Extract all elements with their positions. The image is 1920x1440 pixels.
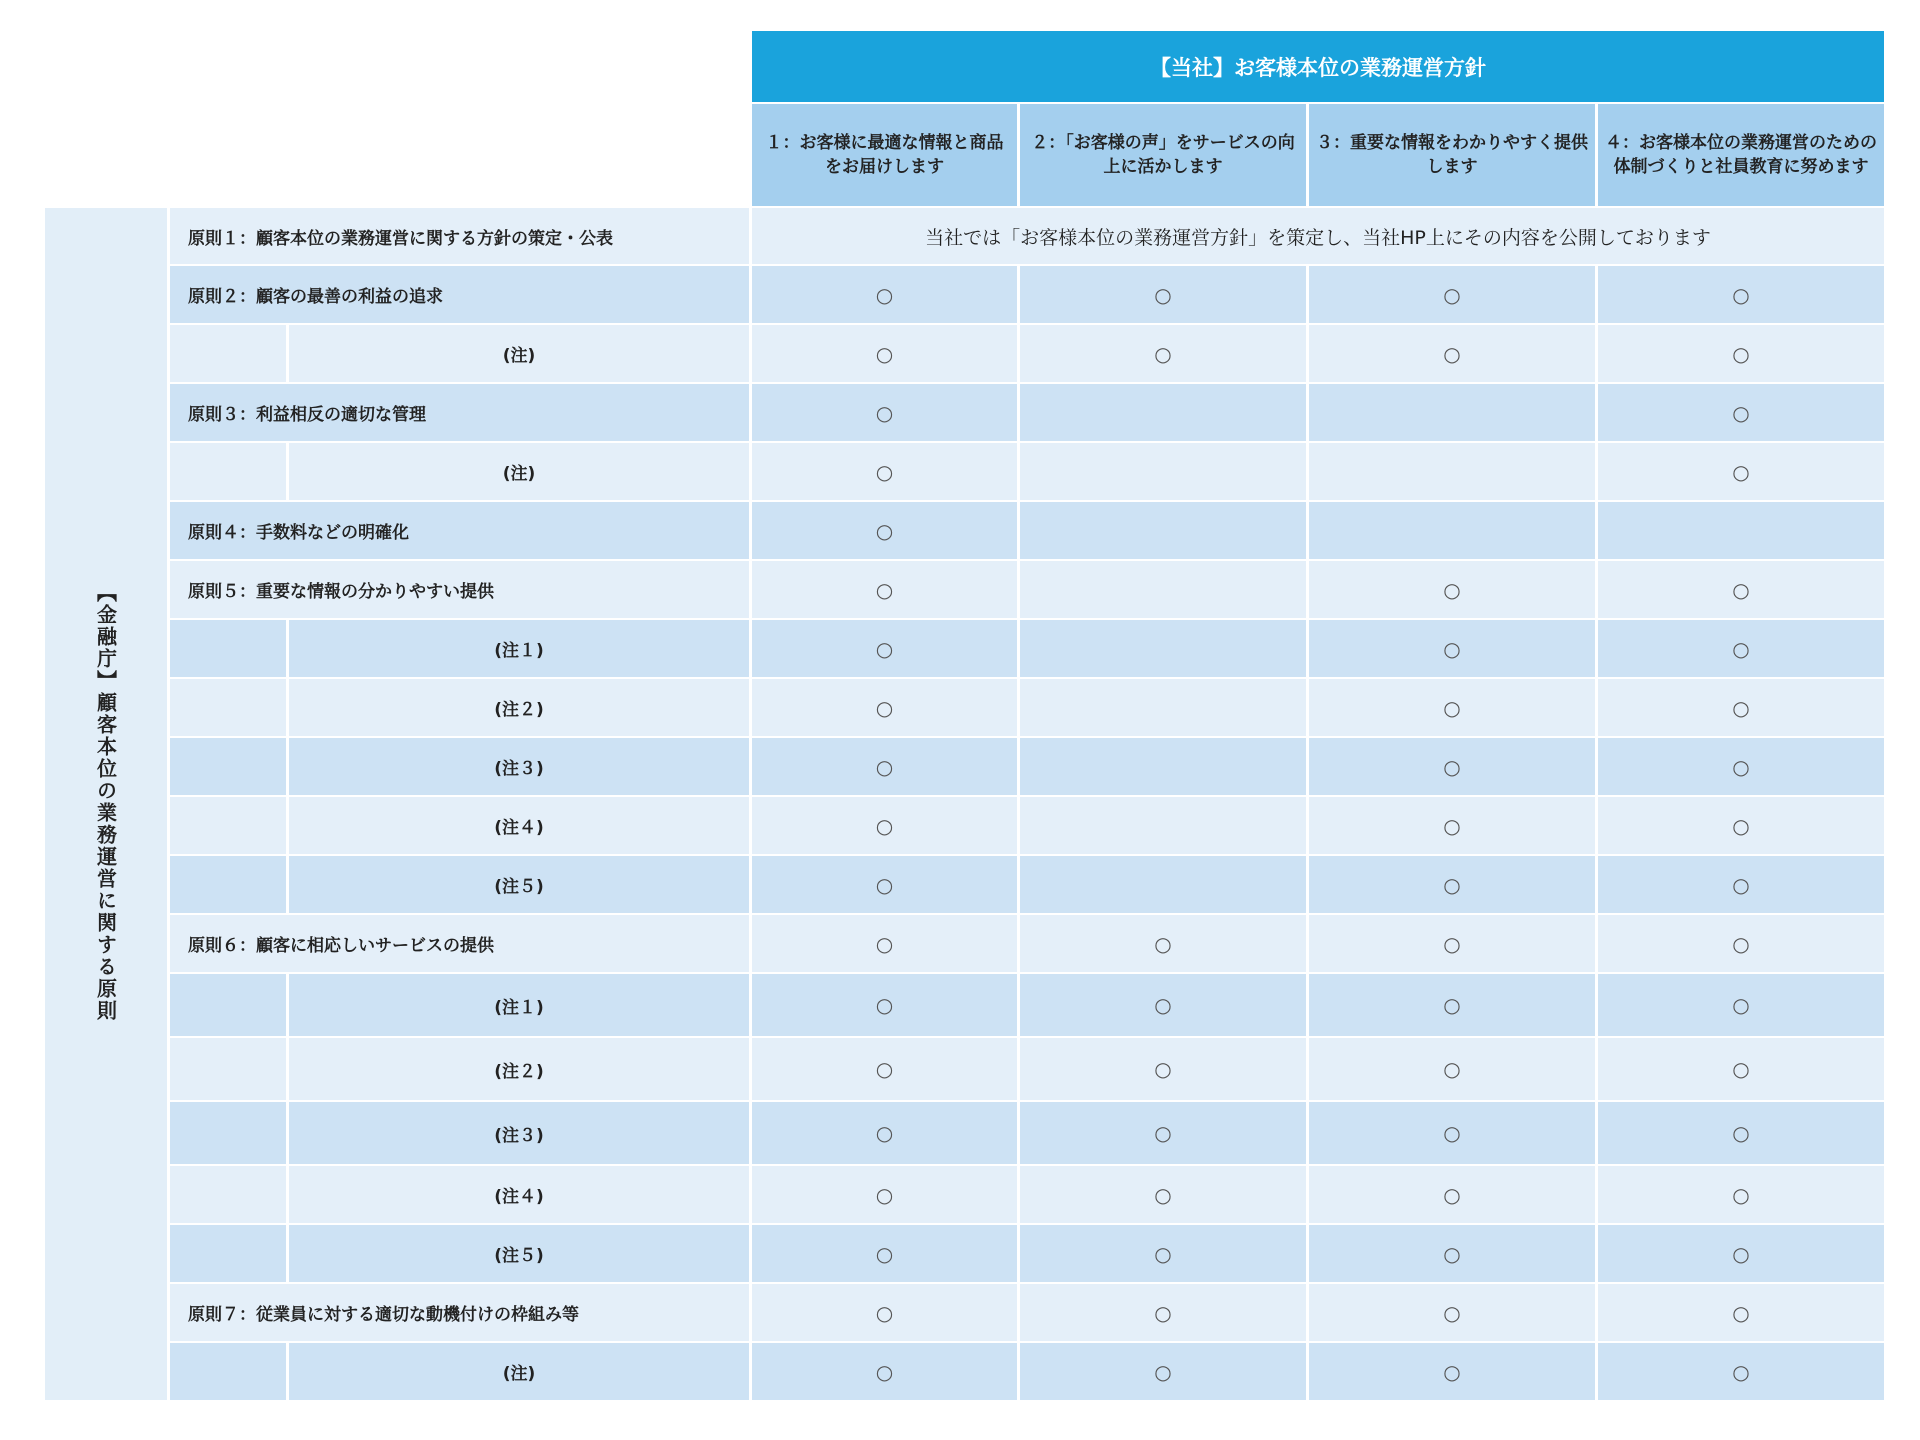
circle-mark: ○: [1154, 282, 1172, 307]
mark-cell-policy-1: [752, 915, 1017, 972]
mark-cell-policy-2: [1020, 1284, 1306, 1341]
mark-cell-policy-1: [752, 974, 1017, 1036]
mark-cell-policy-4: [1598, 974, 1884, 1036]
mark-cell-policy-2: [1020, 502, 1306, 559]
indent-cell: [170, 325, 286, 382]
table-row: [45, 738, 1884, 795]
circle-mark: ○: [1443, 1241, 1461, 1266]
mark-cell-policy-4: [1598, 1166, 1884, 1223]
circle-mark: ○: [1443, 931, 1461, 956]
circle-mark: ○: [1154, 1241, 1172, 1266]
circle-mark: ○: [875, 1057, 894, 1081]
mark-cell-policy-4: [1598, 1038, 1884, 1100]
circle-mark: ○: [1732, 1300, 1750, 1325]
note-label: (注４): [289, 1166, 749, 1223]
mark-cell-policy-3: [1309, 797, 1595, 854]
mark-cell-policy-3: [1309, 1102, 1595, 1164]
mark-cell-policy-3: [1309, 443, 1595, 500]
policy-header-1: １：お客様に最適な情報と商品をお届けします: [752, 104, 1017, 206]
table-row: [45, 1284, 1884, 1341]
principle-label: 原則５：重要な情報の分かりやすい提供: [170, 561, 749, 618]
circle-mark: ○: [875, 1241, 894, 1266]
circle-mark: ○: [1154, 1182, 1172, 1207]
circle-mark: ○: [1443, 754, 1461, 779]
mark-cell-policy-4: [1598, 915, 1884, 972]
mark-cell-policy-1: [752, 620, 1017, 677]
note-label: (注２): [289, 1038, 749, 1100]
mark-cell-policy-1: [752, 266, 1017, 323]
mark-cell-policy-2: [1020, 1343, 1306, 1400]
corner-blank: [45, 31, 749, 102]
circle-mark: ○: [1732, 754, 1750, 779]
mark-cell-policy-4: [1598, 620, 1884, 677]
indent-cell: [170, 856, 286, 913]
note-label: (注２): [289, 679, 749, 736]
mark-cell-policy-4: [1598, 502, 1884, 559]
mark-cell-policy-3: [1309, 325, 1595, 382]
mark-cell-policy-1: [752, 1225, 1017, 1282]
mark-cell-policy-4: [1598, 384, 1884, 441]
mark-cell-policy-2: [1020, 1038, 1306, 1100]
principle-label: 原則４：手数料などの明確化: [170, 502, 749, 559]
mark-cell-policy-1: [752, 561, 1017, 618]
mark-cell-policy-1: [752, 1102, 1017, 1164]
circle-mark: ○: [1443, 813, 1461, 838]
circle-mark: ○: [1732, 459, 1750, 484]
circle-mark: ○: [875, 459, 894, 484]
note-label: (注１): [289, 620, 749, 677]
mark-cell-policy-2: [1020, 1166, 1306, 1223]
circle-mark: ○: [1732, 636, 1750, 661]
table-row: [45, 443, 1884, 500]
mark-cell-policy-3: [1309, 679, 1595, 736]
mark-cell-policy-3: [1309, 384, 1595, 441]
principle-label: 原則１：顧客本位の業務運営に関する方針の策定・公表: [170, 208, 749, 264]
circle-mark: ○: [1732, 1182, 1750, 1207]
circle-mark: ○: [1732, 1121, 1750, 1145]
note-label: (注４): [289, 797, 749, 854]
mark-cell-policy-2: [1020, 620, 1306, 677]
table-row: [45, 502, 1884, 559]
circle-mark: ○: [1443, 1359, 1461, 1384]
side-label-cell: [45, 208, 167, 1400]
corner-blank: [45, 104, 749, 206]
mark-cell-policy-3: [1309, 856, 1595, 913]
circle-mark: ○: [1154, 1300, 1172, 1325]
mark-cell-policy-4: [1598, 797, 1884, 854]
table-row: [45, 679, 1884, 736]
table-row: [45, 1343, 1884, 1400]
mark-cell-policy-4: [1598, 1284, 1884, 1341]
circle-mark: ○: [875, 1300, 894, 1325]
circle-mark: ○: [875, 400, 894, 425]
circle-mark: ○: [1443, 1182, 1461, 1207]
circle-mark: ○: [1443, 872, 1461, 897]
circle-mark: ○: [875, 518, 894, 543]
indent-cell: [170, 1343, 286, 1400]
mark-cell-policy-1: [752, 738, 1017, 795]
circle-mark: ○: [875, 1359, 894, 1384]
table-row: [45, 856, 1884, 913]
mark-cell-policy-4: [1598, 266, 1884, 323]
principle-label: 原則３：利益相反の適切な管理: [170, 384, 749, 441]
indent-cell: [170, 974, 286, 1036]
circle-mark: ○: [1732, 1359, 1750, 1384]
circle-mark: ○: [875, 636, 894, 661]
table-row: [45, 974, 1884, 1036]
mark-cell-policy-3: [1309, 1284, 1595, 1341]
mark-cell-policy-3: [1309, 1225, 1595, 1282]
circle-mark: ○: [1154, 1121, 1172, 1145]
circle-mark: ○: [875, 1121, 894, 1145]
table-row: [45, 266, 1884, 323]
side-label: 【金融庁】顧客本位の業務運営に関する原則: [93, 582, 118, 1022]
mark-cell-policy-3: [1309, 620, 1595, 677]
table-row: [45, 1102, 1884, 1164]
mark-cell-policy-2: [1020, 325, 1306, 382]
circle-mark: ○: [1154, 1359, 1172, 1384]
mark-cell-policy-4: [1598, 738, 1884, 795]
circle-mark: ○: [1732, 931, 1750, 956]
circle-mark: ○: [1732, 282, 1750, 307]
circle-mark: ○: [1154, 341, 1172, 366]
indent-cell: [170, 738, 286, 795]
circle-mark: ○: [875, 754, 894, 779]
policy-title: 【当社】お客様本位の業務運営方針: [752, 31, 1884, 102]
mark-cell-policy-1: [752, 679, 1017, 736]
circle-mark: ○: [875, 282, 894, 307]
circle-mark: ○: [1443, 282, 1461, 307]
mark-cell-policy-3: [1309, 266, 1595, 323]
table-row: [45, 384, 1884, 441]
mark-cell-policy-2: [1020, 1102, 1306, 1164]
circle-mark: ○: [1443, 695, 1461, 720]
circle-mark: ○: [1443, 1121, 1461, 1145]
mark-cell-policy-4: [1598, 1343, 1884, 1400]
indent-cell: [170, 443, 286, 500]
policy-header-4: ４：お客様本位の業務運営のための体制づくりと社員教育に努めます: [1598, 104, 1884, 206]
circle-mark: ○: [1732, 872, 1750, 897]
circle-mark: ○: [875, 695, 894, 720]
circle-mark: ○: [1443, 577, 1461, 602]
indent-cell: [170, 1166, 286, 1223]
circle-mark: ○: [875, 931, 894, 956]
mark-cell-policy-2: [1020, 856, 1306, 913]
circle-mark: ○: [875, 872, 894, 897]
circle-mark: ○: [1732, 400, 1750, 425]
indent-cell: [170, 1102, 286, 1164]
table-row: [45, 1225, 1884, 1282]
mark-cell-policy-1: [752, 797, 1017, 854]
table-row: [45, 915, 1884, 972]
circle-mark: ○: [1443, 1057, 1461, 1081]
mark-cell-policy-4: [1598, 325, 1884, 382]
mark-cell-policy-1: [752, 443, 1017, 500]
circle-mark: ○: [1154, 993, 1172, 1017]
table-row: [45, 325, 1884, 382]
note-label: (注５): [289, 1225, 749, 1282]
mark-cell-policy-3: [1309, 1166, 1595, 1223]
indent-cell: [170, 1225, 286, 1282]
mark-cell-policy-1: [752, 1038, 1017, 1100]
mark-cell-policy-3: [1309, 1343, 1595, 1400]
note-label: (注): [289, 443, 749, 500]
mark-cell-policy-3: [1309, 915, 1595, 972]
mark-cell-policy-1: [752, 856, 1017, 913]
principle-label: 原則７：従業員に対する適切な動機付けの枠組み等: [170, 1284, 749, 1341]
mark-cell-policy-1: [752, 1166, 1017, 1223]
principle-label: 原則２：顧客の最善の利益の追求: [170, 266, 749, 323]
mark-cell-policy-2: [1020, 266, 1306, 323]
mark-cell-policy-1: [752, 1284, 1017, 1341]
mark-cell-policy-3: [1309, 1038, 1595, 1100]
mark-cell-policy-3: [1309, 738, 1595, 795]
circle-mark: ○: [875, 813, 894, 838]
principle-label: 原則６：顧客に相応しいサービスの提供: [170, 915, 749, 972]
note-label: (注５): [289, 856, 749, 913]
mark-cell-policy-4: [1598, 1225, 1884, 1282]
circle-mark: ○: [1443, 1300, 1461, 1325]
indent-cell: [170, 797, 286, 854]
circle-mark: ○: [875, 1182, 894, 1207]
mark-cell-policy-4: [1598, 1102, 1884, 1164]
mark-cell-policy-2: [1020, 1225, 1306, 1282]
circle-mark: ○: [1732, 1057, 1750, 1081]
mark-cell-policy-3: [1309, 561, 1595, 618]
mark-cell-policy-1: [752, 502, 1017, 559]
mark-cell-policy-2: [1020, 443, 1306, 500]
circle-mark: ○: [1732, 577, 1750, 602]
table-row: [45, 1038, 1884, 1100]
mark-cell-policy-2: [1020, 384, 1306, 441]
circle-mark: ○: [1154, 931, 1172, 956]
note-label: (注１): [289, 974, 749, 1036]
indent-cell: [170, 679, 286, 736]
mark-cell-policy-1: [752, 1343, 1017, 1400]
circle-mark: ○: [1732, 993, 1750, 1017]
note-label: (注): [289, 1343, 749, 1400]
mark-cell-policy-3: [1309, 974, 1595, 1036]
mark-cell-policy-2: [1020, 915, 1306, 972]
mark-cell-policy-4: [1598, 679, 1884, 736]
circle-mark: ○: [1443, 341, 1461, 366]
policy-header-2: ２：「お客様の声」をサービスの向上に活かします: [1020, 104, 1306, 206]
circle-mark: ○: [1732, 1241, 1750, 1266]
principle-policy-table: [42, 29, 1887, 1402]
indent-cell: [170, 1038, 286, 1100]
mark-cell-policy-2: [1020, 561, 1306, 618]
mark-cell-policy-2: [1020, 974, 1306, 1036]
mark-cell-policy-1: [752, 325, 1017, 382]
mark-cell-policy-4: [1598, 561, 1884, 618]
circle-mark: ○: [1443, 636, 1461, 661]
note-label: (注３): [289, 738, 749, 795]
circle-mark: ○: [875, 341, 894, 366]
mark-cell-policy-2: [1020, 797, 1306, 854]
table-row: [45, 797, 1884, 854]
table-row: [45, 1166, 1884, 1223]
circle-mark: ○: [1732, 341, 1750, 366]
note-label: (注３): [289, 1102, 749, 1164]
circle-mark: ○: [875, 577, 894, 602]
mark-cell-policy-4: [1598, 443, 1884, 500]
mark-cell-policy-4: [1598, 856, 1884, 913]
principle1-policy-text: 当社では「お客様本位の業務運営方針」を策定し、当社HP上にその内容を公開しております: [752, 208, 1884, 264]
circle-mark: ○: [1154, 1057, 1172, 1081]
policy-header-3: ３：重要な情報をわかりやすく提供します: [1309, 104, 1595, 206]
circle-mark: ○: [1443, 993, 1461, 1017]
table-row: [45, 561, 1884, 618]
note-label: (注): [289, 325, 749, 382]
mark-cell-policy-1: [752, 384, 1017, 441]
circle-mark: ○: [1732, 813, 1750, 838]
indent-cell: [170, 620, 286, 677]
table-row: [45, 620, 1884, 677]
mark-cell-policy-2: [1020, 738, 1306, 795]
mark-cell-policy-3: [1309, 502, 1595, 559]
circle-mark: ○: [875, 993, 894, 1017]
mark-cell-policy-2: [1020, 679, 1306, 736]
circle-mark: ○: [1732, 695, 1750, 720]
